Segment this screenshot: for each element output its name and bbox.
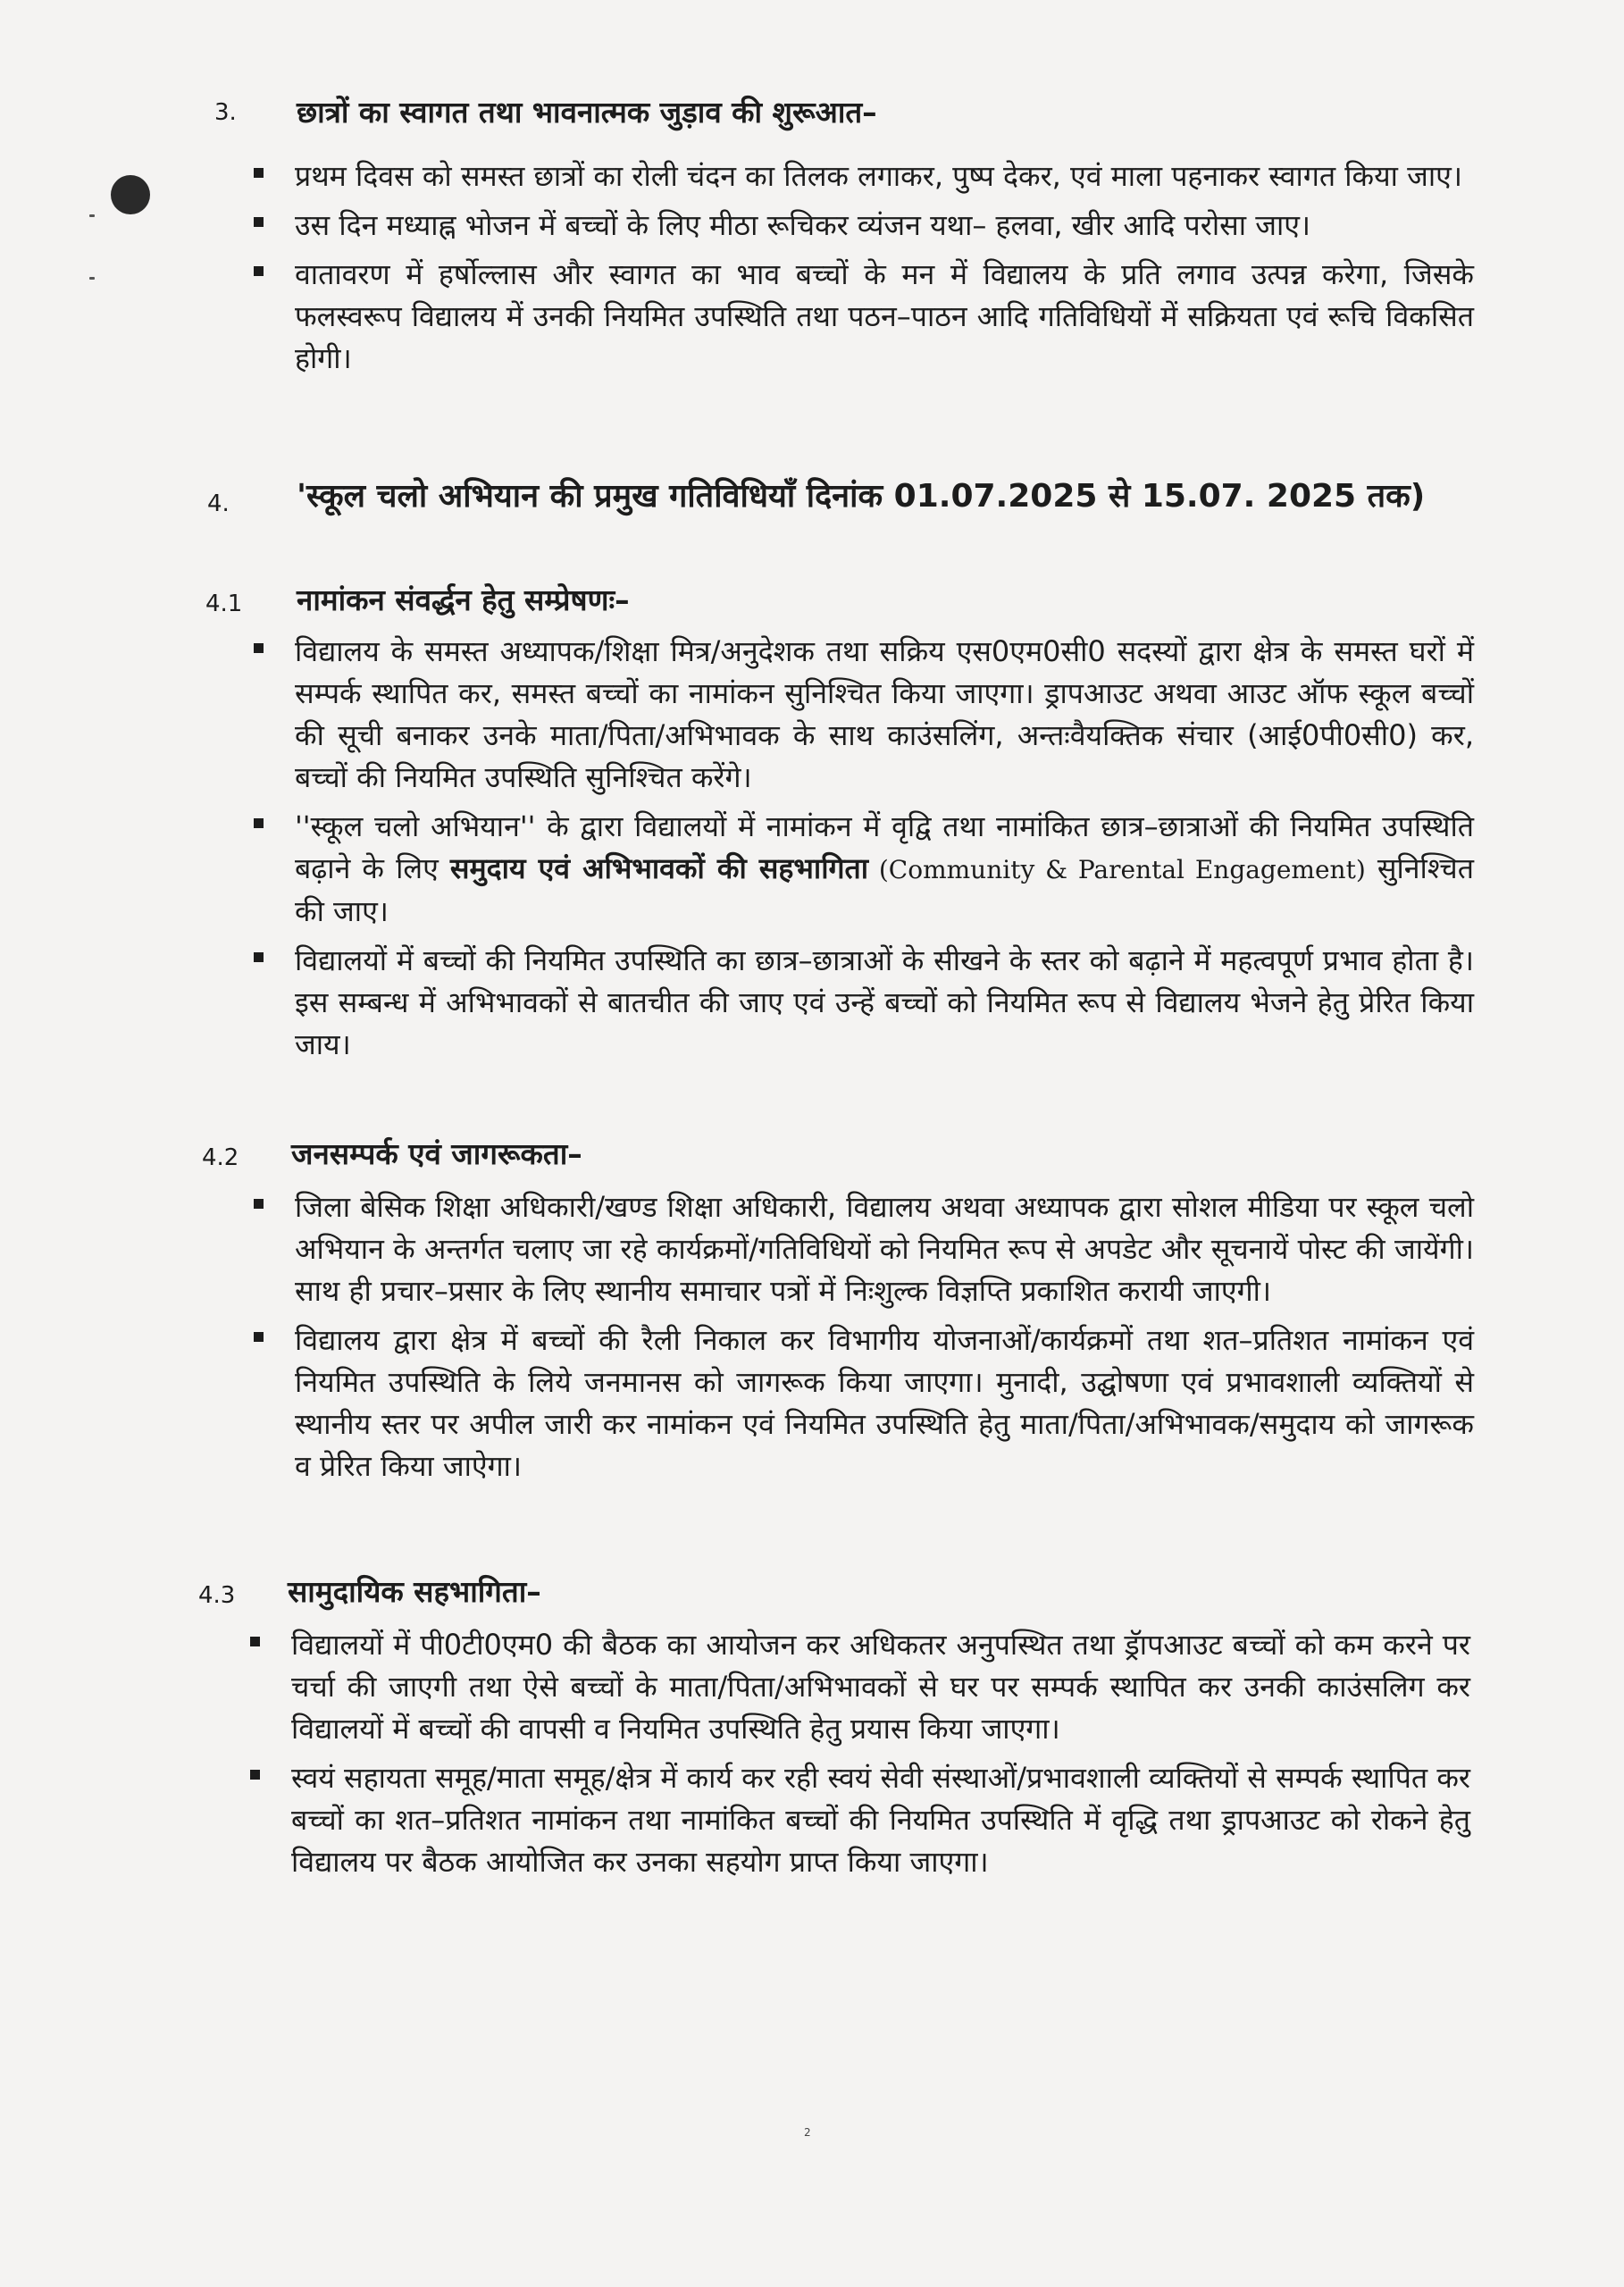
bullet-item	[250, 940, 1474, 1066]
bullet-text: विद्यालय द्वारा क्षेत्र में बच्चों की रैली निकाल कर विभागीय योजनाओं/कार्यक्रमों तथा शत–प्रतिशत नामांकन एवं नियमित उपस्थिति के लिये जनमानस को जागरूक किया जाएगा। मुनादी, उद्घोषणा एवं प्रभावशाली व्यक्तियों से स्थानीय स्तर पर अपील जारी कर नामांकन एवं नियमित उपस्थिति हेतु माता/पिता/अभिभावक/समुदाय को जागरूक व प्रेरित किया जाऐगा।	[295, 1323, 1474, 1483]
bullet-item	[250, 254, 1474, 380]
section-bullets	[250, 631, 1474, 1073]
section-title: जनसम्पर्क एवं जागरूकता–	[291, 1136, 582, 1171]
bullet-item	[247, 1624, 1470, 1750]
bullet-text: प्रथम दिवस को समस्त छात्रों का रोली चंदन का तिलक लगाकर, पुष्प देकर, एवं माला पहनाकर स्वागत किया जाए।	[295, 159, 1462, 193]
bullet-text-post: सुनिश्चित की जाए।	[295, 851, 1474, 928]
section-bullets	[250, 1186, 1474, 1495]
square-bullet-icon	[254, 952, 264, 962]
bullet-text-pre: ''स्कूल चलो अभियान'' के द्वारा विद्यालयों में नामांकन में वृद्वि तथा नामांकित छात्र–छात्राओं की नियमित उपस्थिति बढ़ाने के लिए	[295, 809, 1474, 885]
section-number: 4.2	[202, 1144, 239, 1171]
section-bullets	[250, 155, 1474, 387]
bullet-item	[250, 1186, 1474, 1312]
square-bullet-icon	[254, 168, 264, 178]
bullet-text: विद्यालय के समस्त अध्यापक/शिक्षा मित्र/अनुदेशक तथा सक्रिय एस0एम0सी0 सदस्यों द्वारा क्षेत्र के समस्त घरों में सम्पर्क स्थापित कर, समस्त बच्चों का नामांकन सुनिश्चित किया जाएगा। ड्रापआउट अथवा आउट ऑफ स्कूल बच्चों की सूची बनाकर उनके माता/पिता/अभिभावक के साथ काउंसलिंग, अन्तःवैयक्तिक संचार (आई0पी0सी0) कर, बच्चों की नियमित उपस्थिति सुनिश्चित करेंगे।	[295, 634, 1474, 794]
bullet-text: स्वयं सहायता समूह/माता समूह/क्षेत्र में कार्य कर रही स्वयं सेवी संस्थाओं/प्रभावशाली व्यक्तियों से सम्पर्क स्थापित कर बच्चों का शत–प्रतिशत नामांकन तथा नामांकित बच्चों की नियमित उपस्थिति में वृद्धि तथा ड्रापआउट को रोकने हेतु विद्यालय पर बैठक आयोजित कर उनका सहयोग प्राप्त किया जाएगा।	[291, 1761, 1470, 1879]
square-bullet-icon	[254, 1332, 264, 1342]
bullet-text: विद्यालयों में बच्चों की नियमित उपस्थिति का छात्र–छात्राओं के सीखने के स्तर को बढ़ाने में महत्वपूर्ण प्रभाव होता है। इस सम्बन्ध में अभिभावकों से बातचीत की जाए एवं उन्हें बच्चों को नियमित रूप से विद्यालय भेजने हेतु प्रेरित किया जाय।	[295, 943, 1474, 1061]
bullet-item	[250, 1319, 1474, 1487]
bullet-text: विद्यालयों में पी0टी0एम0 की बैठक का आयोजन कर अधिकतर अनुपस्थित तथा ड्रॅापआउट बच्चों को कम करने पर चर्चा की जाएगी तथा ऐसे बच्चों के माता/पिता/अभिभावकों से घर पर सम्पर्क स्थापित कर उनकी काउंसलिग कर विद्यालयों में बच्चों की वापसी व नियमित उपस्थिति हेतु प्रयास किया जाएगा।	[291, 1628, 1470, 1746]
scan-mark	[89, 214, 95, 217]
section-number: 4.1	[205, 591, 243, 617]
section-title: छात्रों का स्वागत तथा भावनात्मक जुड़ाव की शुरूआत–	[297, 95, 877, 130]
square-bullet-icon	[254, 818, 264, 828]
bullet-item	[250, 806, 1474, 933]
section-title: सामुदायिक सहभागिता–	[288, 1574, 541, 1609]
bullet-text: जिला बेसिक शिक्षा अधिकारी/खण्ड शिक्षा अधिकारी, विद्यालय अथवा अध्यापक द्वारा सोशल मीडिया पर स्कूल चलो अभियान के अन्तर्गत चलाए जा रहे कार्यक्रमों/गतिविधियों को नियमित रूप से अपडेट और सूचनायें पोस्ट की जायेंगी। साथ ही प्रचार–प्रसार के लिए स्थानीय समाचार पत्रों में निःशुल्क विज्ञप्ति प्रकाशित करायी जाएगी।	[295, 1190, 1474, 1308]
bullet-item	[250, 205, 1474, 247]
section-title: 'स्कूल चलो अभियान की प्रमुख गतिविधियाँ दिनांक 01.07.2025 से 15.07. 2025 तक)	[297, 478, 1426, 515]
bullet-text: उस दिन मध्याह्न भोजन में बच्चों के लिए मीठा रूचिकर व्यंजन यथा– हलवा, खीर आदि परोसा जाए।	[295, 208, 1311, 242]
bullet-item	[247, 1757, 1470, 1883]
square-bullet-icon	[254, 217, 264, 227]
square-bullet-icon	[254, 266, 264, 276]
section-title: नामांकन संवर्द्धन हेतु सम्प्रेषणः–	[297, 582, 630, 617]
square-bullet-icon	[250, 1637, 260, 1646]
square-bullet-icon	[254, 643, 264, 653]
bullet-text: वातावरण में हर्षोल्लास और स्वागत का भाव बच्चों के मन में विद्यालय के प्रति लगाव उत्पन्न करेगा, जिसके फलस्वरूप विद्यालय में उनकी नियमित उपस्थिति तथा पठन–पाठन आदि गतिविधियों में सक्रियता एवं रूचि विकसित होगी।	[295, 257, 1474, 375]
scan-mark	[89, 277, 95, 280]
section-number: 4.3	[198, 1582, 236, 1609]
page-number: 2	[804, 2126, 811, 2139]
bullet-text-english: (Community & Parental Engagement)	[868, 855, 1366, 884]
bullet-item	[250, 155, 1474, 197]
square-bullet-icon	[250, 1770, 260, 1780]
section-number: 3.	[214, 99, 237, 126]
bullet-item	[250, 631, 1474, 799]
square-bullet-icon	[254, 1199, 264, 1209]
punch-hole	[111, 175, 150, 214]
section-number: 4.	[207, 490, 230, 517]
section-bullets	[247, 1624, 1470, 1890]
bullet-text-strong: समुदाय एवं अभिभावकों की सहभागिता	[449, 851, 869, 885]
